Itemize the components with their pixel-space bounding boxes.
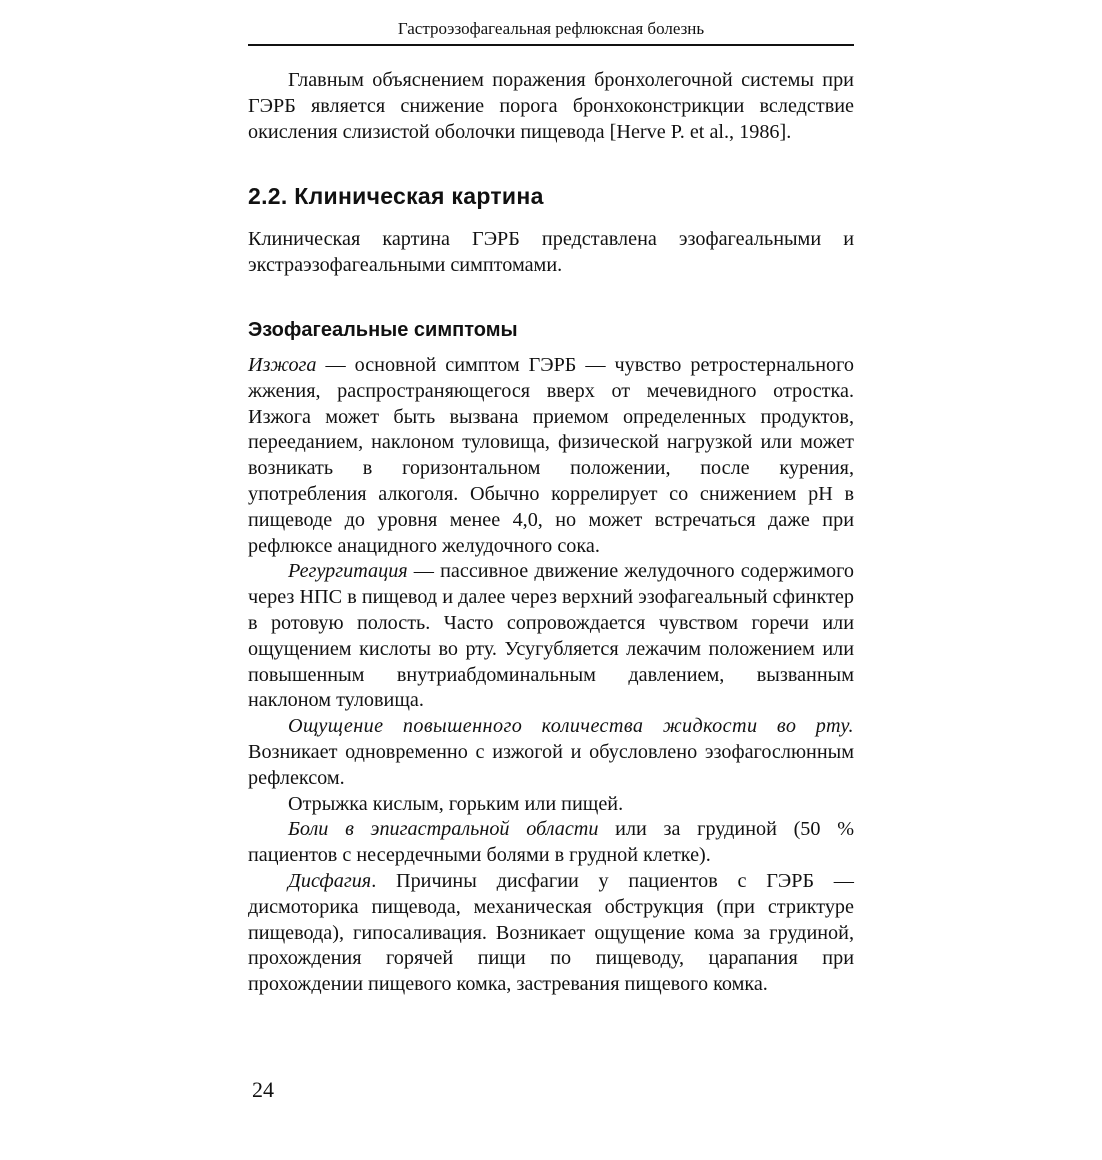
symptom-text: — пассивное движение желудочного содержимого через НПС в пищевод и далее через верхний эзофагеальный сфинктер в ротовую полость. Часто сопровождается чувством горечи или ощущением кислоты во рту. Усугубляется лежачим положением или повышенным внутриабдоминальным давлением, вызванным наклоном туловища.	[248, 560, 854, 712]
page-number: 24	[252, 1077, 274, 1102]
symptom-text: или за грудиной (50 % пациентов с несердечными болями в грудной клетке).	[248, 818, 855, 867]
intro-paragraph: Главным объяснением поражения бронхолегочной системы при ГЭРБ является снижение порога бронхоконстрикции вследствие окисления слизистой оболочки пищевода [Herve P. et al., 1986].	[248, 69, 854, 143]
symptom-text: . Причины дисфагии у пациентов с ГЭРБ — дисмоторика пищевода, механическая обструкция (при стриктуре пищевода), гипосаливация. Возникает ощущение кома за грудиной, прохождения горячей пищи по пищеводу, царапания при прохождении пищевого комка, застревания пищевого комка.	[248, 869, 854, 996]
symptom-epigastric-pain	[248, 817, 854, 869]
symptom-term: Дисфагия	[288, 869, 372, 892]
symptom-text: — основной симптом ГЭРБ — чувство ретростернального жжения, распространяющегося вверх от мечевидного отростка. Изжога может быть вызвана приемом определенных продуктов, перееданием, наклоном туловища, физической нагрузкой или может возникать в горизонтальном положении, после курения, употребления алкоголя. Обычно коррелирует со снижением pH в пищеводе до уровня менее 4,0, но может встречаться даже при рефлюксе анацидного желудочного сока.	[248, 353, 854, 557]
symptom-belching	[248, 792, 854, 818]
symptom-term: Изжога	[248, 353, 317, 376]
running-header: Гастроэзофагеальная рефлюксная болезнь	[248, 18, 854, 46]
subsection-heading: Эзофагеальные симптомы	[248, 318, 518, 341]
symptom-text: Отрыжка кислым, горьким или пищей.	[288, 792, 624, 815]
symptom-excess-saliva	[248, 714, 854, 791]
symptom-dysphagia	[248, 869, 854, 998]
symptom-term: Ощущение повышенного количества жидкости во рту.	[288, 715, 854, 738]
book-page	[248, 18, 854, 998]
symptom-regurgitation	[248, 559, 854, 714]
section-lead-paragraph: Клиническая картина ГЭРБ представлена эзофагеальными и экстраэзофагеальными симптомами.	[248, 228, 854, 277]
symptom-term: Боли в эпигастральной области	[288, 818, 599, 841]
symptom-heartburn	[248, 353, 854, 559]
section-heading: 2.2. Клиническая картина	[248, 183, 544, 210]
symptom-term: Регургитация	[288, 560, 408, 583]
symptom-text: Возникает одновременно с изжогой и обусловлено эзофагослюнным рефлексом.	[248, 740, 854, 789]
